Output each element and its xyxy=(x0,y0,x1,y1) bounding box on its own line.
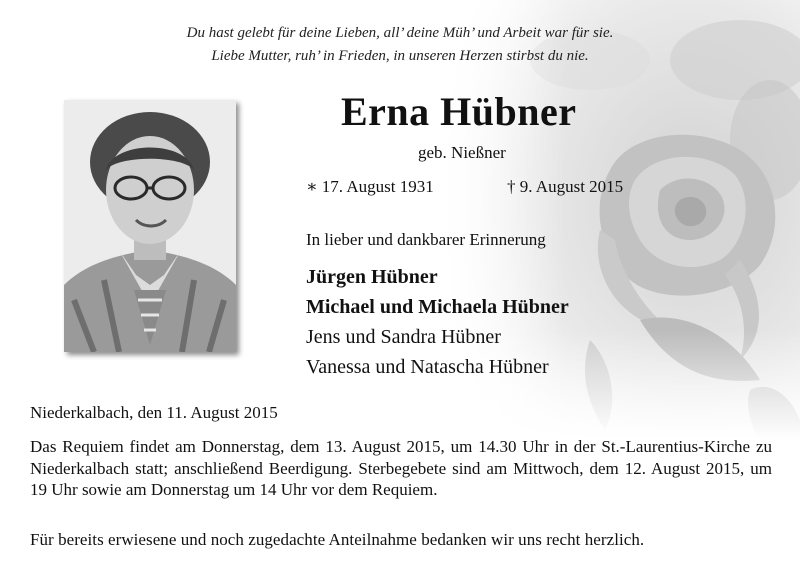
portrait-photo xyxy=(64,100,236,352)
requiem-paragraph: Das Requiem findet am Donnerstag, dem 13. August 2015, um 14.30 Uhr in der St.-Laurentius-Kirche zu Niederkalbach statt; anschließend Beerdigung. Sterbegebete sind am Mittwoch, dem 12. August 2015, um 19 Uhr sowie am Donnerstag um 14 Uhr vor dem Requiem. xyxy=(30,437,772,499)
memory-line: In lieber und dankbarer Erinnerung xyxy=(306,230,546,249)
family-member: Jens und Sandra Hübner xyxy=(306,326,501,348)
verse-line-1: Du hast gelebt für deine Lieben, all’ deine Müh’ und Arbeit war für sie. xyxy=(186,25,614,41)
verse xyxy=(0,22,800,68)
thanks-line: Für bereits erwiesene und noch zugedachte Anteilnahme bedanken wir uns recht herzlich. xyxy=(30,530,645,549)
verse-line-2: Liebe Mutter, ruh’ in Frieden, in unseren Herzen stirbst du nie. xyxy=(211,48,589,64)
birth-name: geb. Nießner xyxy=(418,143,506,162)
family-member: Michael und Michaela Hübner xyxy=(306,296,569,318)
place-and-date: Niederkalbach, den 11. August 2015 xyxy=(30,403,278,422)
death-date: † 9. August 2015 xyxy=(507,177,624,196)
family-member: Vanessa und Natascha Hübner xyxy=(306,356,549,378)
birth-date: ∗ 17. August 1931 xyxy=(306,177,434,196)
family-list xyxy=(306,262,569,382)
deceased-name: Erna Hübner xyxy=(341,89,577,134)
family-member: Jürgen Hübner xyxy=(306,266,438,288)
